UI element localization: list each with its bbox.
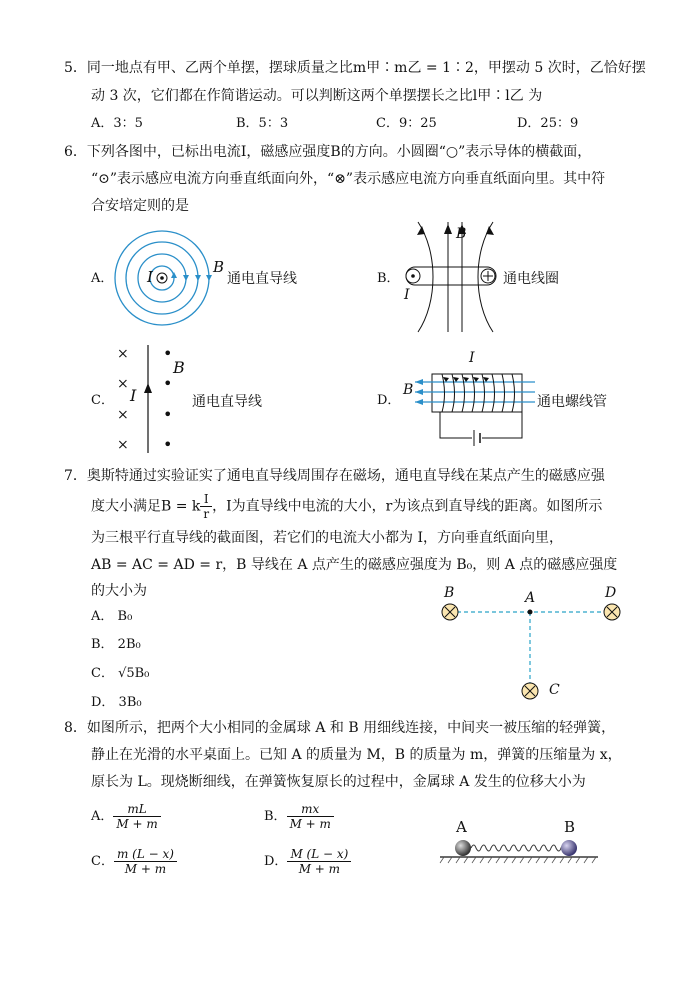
q7-line4: AB = AC = AD = r，B 导线在 A 点产生的磁感应强度为 B₀，则 A 点的磁感应强度 (91, 557, 618, 573)
q7-line2 (91, 492, 602, 521)
q6-c-wire (143, 345, 153, 455)
q6-a-caption: 通电直导线 (227, 271, 297, 287)
q8-line1: 8．如图所示，把两个大小相同的金属球 A 和 B 用细线连接，中间夹一被压缩的轻弹簧， (64, 720, 616, 736)
q5-option-d: D．25：9 (517, 116, 579, 131)
q8-option-b-fraction (287, 802, 334, 831)
q6-b-letter: B． (377, 271, 400, 286)
q8-line2: 静止在光滑的水平桌面上。已知 A 的质量为 M，B 的质量为 m，弹簧的压缩量为 x， (91, 747, 622, 763)
q8-option-a-numerator: mL (113, 802, 160, 817)
q8-option-d-fraction (287, 847, 351, 876)
q6-c-letter: C． (91, 393, 114, 408)
q6-a-field-label: B (213, 258, 225, 276)
q8-option-c (91, 847, 177, 876)
q8-option-d-numerator: M (L − x) (287, 847, 351, 862)
q8-option-c-numerator: m (L − x) (114, 847, 177, 862)
q8-option-b (264, 802, 334, 831)
q6-c-dot-2: • (163, 374, 173, 393)
q8-option-d-denominator: M + m (298, 862, 341, 876)
q6-c-cross-4: × (117, 437, 129, 453)
q8-option-c-denominator: M + m (124, 862, 167, 876)
q7-wire-b (442, 604, 458, 620)
q7-label-b: B (444, 585, 455, 601)
q6-c-dot-3: • (163, 405, 173, 424)
q6-line1: 6．下列各图中，已标出电流I，磁感应强度B的方向。小圆圈“○”表示导体的横截面， (64, 144, 592, 160)
q7-line1: 7．奥斯特通过实验证实了通电直导线周围存在磁场，通电直导线在某点产生的磁感应强 (64, 468, 605, 484)
q6-a-circular-field-diagram (112, 225, 225, 335)
q7-option-c: C． √5B₀ (91, 666, 150, 681)
q7-label-c: C (549, 682, 560, 698)
q8-option-d-letter: D． (264, 854, 288, 869)
q6-c-cross-3: × (117, 407, 129, 423)
q5-option-b: B．5：3 (236, 116, 289, 131)
q8-spring-balls-diagram (438, 832, 608, 872)
q6-c-field-label: B (173, 358, 185, 377)
q7-label-a: A (525, 590, 536, 606)
q6-b-current-label: I (404, 287, 410, 303)
q6-c-cross-1: × (117, 346, 129, 362)
q6-c-caption: 通电直导线 (192, 394, 262, 410)
q7-label-d: D (605, 585, 617, 601)
q5-option-c: C．9：25 (376, 116, 437, 131)
q6-line2: “⊙”表示感应电流方向垂直纸面向外，“⊗”表示感应电流方向垂直纸面向里。其中符 (91, 171, 606, 187)
q7-option-d: D． 3B₀ (91, 695, 142, 710)
q6-c-dot-4: • (163, 435, 173, 454)
q6-b-field-label: B (456, 226, 467, 242)
q6-b-caption: 通电线圈 (503, 271, 559, 287)
q7-line5: 的大小为 (91, 583, 147, 599)
q8-option-b-denominator: M + m (289, 817, 331, 831)
q6-d-field-label: B (403, 382, 414, 398)
q8-option-a-fraction (113, 802, 160, 831)
q6-a-current-label: I (147, 268, 153, 286)
q6-b-coil-field-diagram (398, 222, 508, 337)
q7-three-wires-diagram (440, 600, 630, 710)
q8-label-b: B (564, 818, 576, 836)
q7-formula-suffix: ，I为直导线中电流的大小，r为该点到直导线的距离。如图所示 (212, 498, 603, 515)
q6-d-current-label: I (469, 350, 475, 366)
q7-option-a: A． B₀ (91, 609, 133, 624)
q7-formula-fraction (200, 492, 212, 521)
q8-option-b-numerator: mx (287, 802, 334, 817)
q6-line3: 合安培定则的是 (91, 198, 189, 214)
q7-fraction-denominator: r (203, 507, 210, 521)
q8-label-a: A (456, 818, 467, 836)
q7-wire-d (604, 604, 620, 620)
q8-line3: 原长为 L。现烧断细线，在弹簧恢复原长的过程中，金属球 A 发生的位移大小为 (91, 774, 586, 790)
q6-c-cross-2: × (117, 376, 129, 392)
q6-d-letter: D． (377, 393, 401, 408)
q8-option-a (91, 802, 161, 831)
q5-line2: 动 3 次，它们都在作简谐运动。可以判断这两个单摆摆长之比l甲∶l乙 为 (91, 88, 543, 104)
q7-fraction-numerator: I (200, 492, 212, 507)
q7-formula-prefix: 度大小满足B = k (91, 498, 201, 515)
q6-d-solenoid-diagram (410, 360, 550, 450)
q8-option-d (264, 847, 351, 876)
q7-wire-c (522, 683, 538, 699)
q7-option-b: B． 2B₀ (91, 637, 141, 652)
q5-option-a: A．3：5 (91, 116, 143, 131)
q7-line3: 为三根平行直导线的截面图，若它们的电流大小都为 I，方向垂直纸面向里， (91, 530, 563, 546)
q8-option-a-denominator: M + m (116, 817, 158, 831)
q8-option-b-letter: B． (264, 809, 287, 824)
q6-c-current-label: I (130, 386, 137, 405)
q5-line1: 5．同一地点有甲、乙两个单摆，摆球质量之比m甲∶m乙 = 1∶2，甲摆动 5 次时，乙恰好摆 (64, 60, 646, 76)
q6-a-letter: A． (91, 271, 114, 286)
q6-c-dot-1: • (163, 344, 173, 363)
q6-d-caption: 通电螺线管 (537, 394, 607, 410)
q8-option-c-fraction (114, 847, 177, 876)
q8-option-a-letter: A． (91, 809, 114, 824)
q8-option-c-letter: C． (91, 854, 114, 869)
